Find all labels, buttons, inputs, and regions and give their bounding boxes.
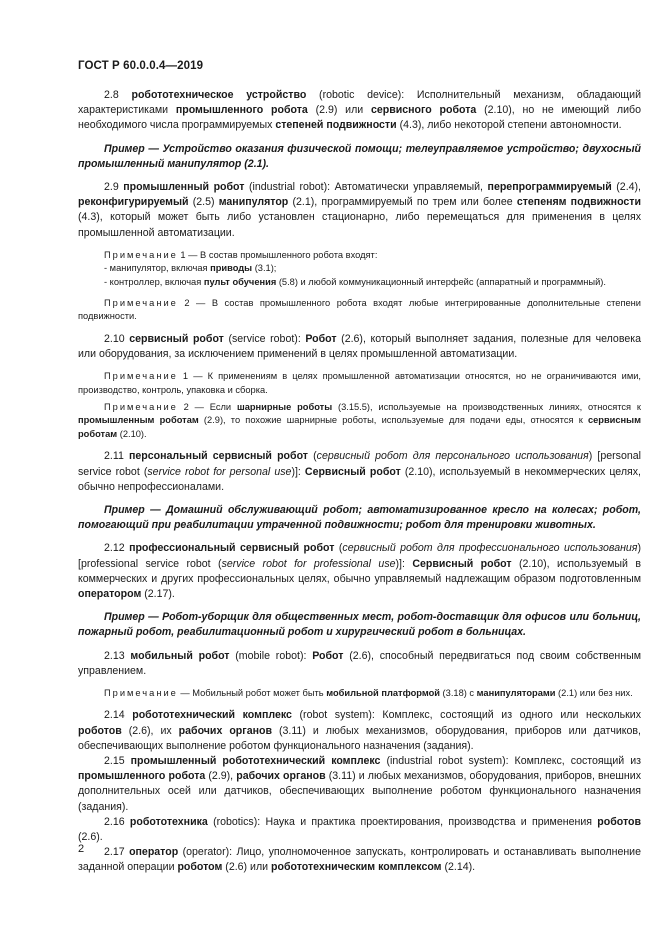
text: (2.1), программируемый по трем или более [288, 196, 517, 209]
note-list-item [78, 262, 641, 275]
text: (2.1) или без них. [555, 687, 633, 698]
synonym: сервисный робот для профессионального использования [342, 542, 638, 555]
text: (3.11) и любых механизмов, оборудования, приборов, внешних дополнительных осей или датчиков, обеспечивающих выполнение роботом функционального назначения (задания). [78, 770, 641, 813]
ref: рабочих органов [236, 770, 326, 783]
clause-2-9 [78, 180, 641, 241]
note-label: Примечание [104, 298, 178, 309]
note-label: Примечание [104, 687, 178, 698]
text: (mobile robot): [229, 649, 313, 662]
text: — Домашний обслуживающий робот; автоматизированное кресло на колесах; робот, помогающий при реабилитации утраченной подвижности; робот для тренировки животных. [78, 503, 641, 532]
ref: степеням подвижности [516, 196, 641, 209]
clause-number: 2.11 [104, 450, 124, 463]
ref: пульт обучения [203, 276, 277, 287]
clause-2-11: 2.11 персональный сервисный робот (сервисный робот для персонального использования) [personal service robot (service robot for personal use)]: Сервисный робот (2.10), используемый в некоммерческих целях, обычно непрофессионалами. [78, 450, 641, 493]
note-2-9-1 [78, 249, 641, 262]
clause-number: 2.9 [104, 181, 119, 194]
clause-2-8 [78, 88, 641, 134]
text: (4.3), который может быть либо установлен стационарно, либо перемещаться для применения в целях промышленной автоматизации. [78, 211, 641, 239]
note-2-9-2 [78, 297, 641, 324]
text: (2.9), то похожие шарнирные роботы, используемые для подачи еды, относятся к [198, 415, 588, 426]
term: промышленный робот [123, 181, 245, 194]
text: (5.8) и любой коммуникационный интерфейс (аппаратный и программный). [276, 276, 606, 287]
text: - манипулятор, включая [104, 263, 211, 274]
ref: робототехническим комплексом [271, 861, 442, 874]
page-number: 2 [78, 843, 85, 855]
ref: степеней подвижности [275, 119, 397, 132]
term: персональный сервисный робот [129, 450, 308, 463]
text: 1 — В состав промышленного робота входят: [177, 249, 378, 260]
ref: сервисным роботам [78, 415, 641, 439]
term: робототехника [129, 815, 208, 828]
term: робототехническое устройство [131, 89, 307, 101]
text: 2 — В состав промышленного робота входят любые интегрированные дополнительные степени подвижности. [78, 298, 641, 322]
synonym: сервисный робот для персонального использования [316, 450, 589, 463]
clause-2-12: 2.12 профессиональный сервисный робот (сервисный робот для профессионального использования) [professional service robot (service robot for professional use)]: Сервисный робот (2.10), используемый в коммерческих и других профессиональных целях, обычно управляемый надлежащим образом подготовленным оператором (2.17). [78, 542, 642, 600]
clause-2-10 [78, 332, 641, 362]
note-2-10-1 [78, 370, 641, 397]
text: (4.3), либо некоторой степени автономности. [396, 119, 622, 132]
ref: промышленного робота [78, 770, 206, 783]
text: 1 — К применениям в целях промышленной автоматизации относятся, но не ограничиваются ими, производство, контроль, упаковка и сборка. [78, 371, 641, 395]
text: (2.14). [441, 861, 476, 874]
text: (2.10), используемый в некоммерческих целях, обычно непрофессионалами. [78, 465, 641, 493]
ref: роботов [78, 724, 122, 737]
text: - контроллер, включая [104, 276, 204, 287]
document-body [78, 88, 641, 876]
clause-2-17 [78, 845, 641, 875]
ref: промышленного робота [175, 104, 308, 117]
text: (2.17). [141, 587, 175, 600]
ref: приводы [210, 263, 253, 274]
text: (2.4), [611, 181, 642, 194]
text: (2.5) [188, 196, 219, 209]
text: [personal service robot ( [78, 450, 641, 478]
ref: оператором [78, 587, 142, 600]
english-term: service robot for personal use [147, 465, 292, 478]
ref: промышленным роботам [78, 415, 199, 426]
text: (3.11) и любых механизмов, оборудования, приборов или датчиков, обеспечивающих выполнение роботом функционального назначения (задания). [78, 724, 641, 752]
text: (2.6), который выполняет задания, полезные для человека или оборудования, за исключением применений в целях промышленной автоматизации. [78, 332, 641, 361]
example-2-12 [78, 610, 641, 640]
english-term: service robot for professional use [221, 557, 396, 570]
clause-number: 2.16 [104, 815, 125, 828]
text: (2.9), [205, 770, 237, 783]
text: (2.6) или [222, 861, 271, 874]
term: оператор [129, 846, 179, 859]
text: (2.6), способный передвигаться под своим собственным управлением. [78, 649, 641, 677]
example-lead: Пример [104, 503, 145, 516]
example-2-11 [78, 503, 641, 533]
text: (3.15.5), используемые на производственных линиях, относятся к [332, 402, 641, 413]
text: 2 — Если [177, 402, 237, 413]
ref: перепрограммируемый [487, 181, 612, 194]
ref: роботом [177, 861, 223, 874]
text: — Робот-уборщик для общественных мест, робот-доставщик для офисов или больниц, пожарный робот, реабилитационный робот и хирургический робот в больницах. [78, 611, 641, 639]
clause-2-15 [78, 754, 641, 815]
text: — Мобильный робот может быть [177, 687, 327, 698]
note-label: Примечание [104, 371, 178, 382]
term: профессиональный сервисный робот [129, 542, 335, 555]
ref: манипуляторами [476, 687, 556, 698]
clause-2-13 [78, 649, 641, 679]
text: (2.9) или [307, 104, 371, 117]
text: (service robot): [223, 332, 306, 345]
ref: Робот [305, 332, 337, 345]
clause-2-14 [78, 708, 641, 754]
text: )]: [291, 465, 305, 478]
text: [professional service robot ( [78, 557, 222, 570]
text: (2.10), но не имеющий либо необходимого числа программируемых [78, 104, 641, 132]
text: (robotic device): Исполнительный механизм, обладающий характеристиками [78, 89, 641, 117]
ref: мобильной платформой [326, 687, 440, 698]
ref: рабочих органов [178, 724, 272, 737]
term: мобильный робот [130, 649, 230, 662]
clause-number: 2.8 [104, 89, 119, 101]
clause-number: 2.12 [104, 542, 125, 555]
ref: реконфигурируемый [78, 196, 189, 209]
document-header: ГОСТ Р 60.0.0.4—2019 [78, 60, 204, 72]
term: промышленный робототехнический комплекс [130, 754, 381, 767]
term: робототехнический комплекс [132, 709, 292, 722]
clause-number: 2.14 [104, 709, 125, 722]
text: (2.6), их [121, 724, 179, 737]
note-label: Примечание [104, 249, 178, 260]
text: (industrial robot): Автоматически управляемый, [244, 181, 488, 194]
text: )]: [395, 557, 413, 570]
ref: Робот [312, 649, 344, 662]
text: (industrial robot system): Комплекс, состоящий из [380, 754, 641, 767]
ref: роботов [597, 815, 641, 828]
clause-number: 2.17 [104, 846, 125, 859]
ref: Сервисный робот [412, 557, 512, 570]
term: сервисный робот [129, 332, 224, 345]
ref: шарнирные роботы [236, 402, 333, 413]
clause-number: 2.13 [104, 649, 125, 662]
text: (2.10). [117, 428, 147, 439]
ref: Сервисный робот [304, 465, 401, 478]
clause-number: 2.10 [104, 332, 125, 345]
text: (3.1); [252, 263, 277, 274]
example-lead: Пример [104, 142, 145, 155]
note-2-13 [78, 687, 641, 700]
text: (2.10), используемый в коммерческих и других профессиональных целях, обычно управляемый надлежащим образом подготовленным [78, 557, 642, 585]
text: (operator): Лицо, уполномоченное запускать, контролировать и останавливать выполнение заданной операции [78, 846, 641, 874]
text: — Устройство оказания физической помощи; телеуправляемое устройство; двухосный промышленный манипулятор (2.1). [78, 142, 641, 170]
clause-2-16 [78, 815, 641, 845]
text: (2.6). [78, 830, 103, 843]
example-2-8 [78, 142, 641, 172]
note-2-10-2 [78, 401, 641, 441]
ref: манипулятор [218, 196, 289, 209]
text: (3.18) с [439, 687, 477, 698]
text: (robotics): Наука и практика проектирования, производства и применения [207, 815, 598, 828]
note-list-item [78, 276, 641, 289]
note-label: Примечание [104, 402, 178, 413]
text: (robot system): Комплекс, состоящий из одного или нескольких [291, 709, 641, 722]
example-lead: Пример [104, 611, 145, 624]
clause-number: 2.15 [104, 754, 125, 767]
ref: сервисного робота [370, 104, 477, 117]
